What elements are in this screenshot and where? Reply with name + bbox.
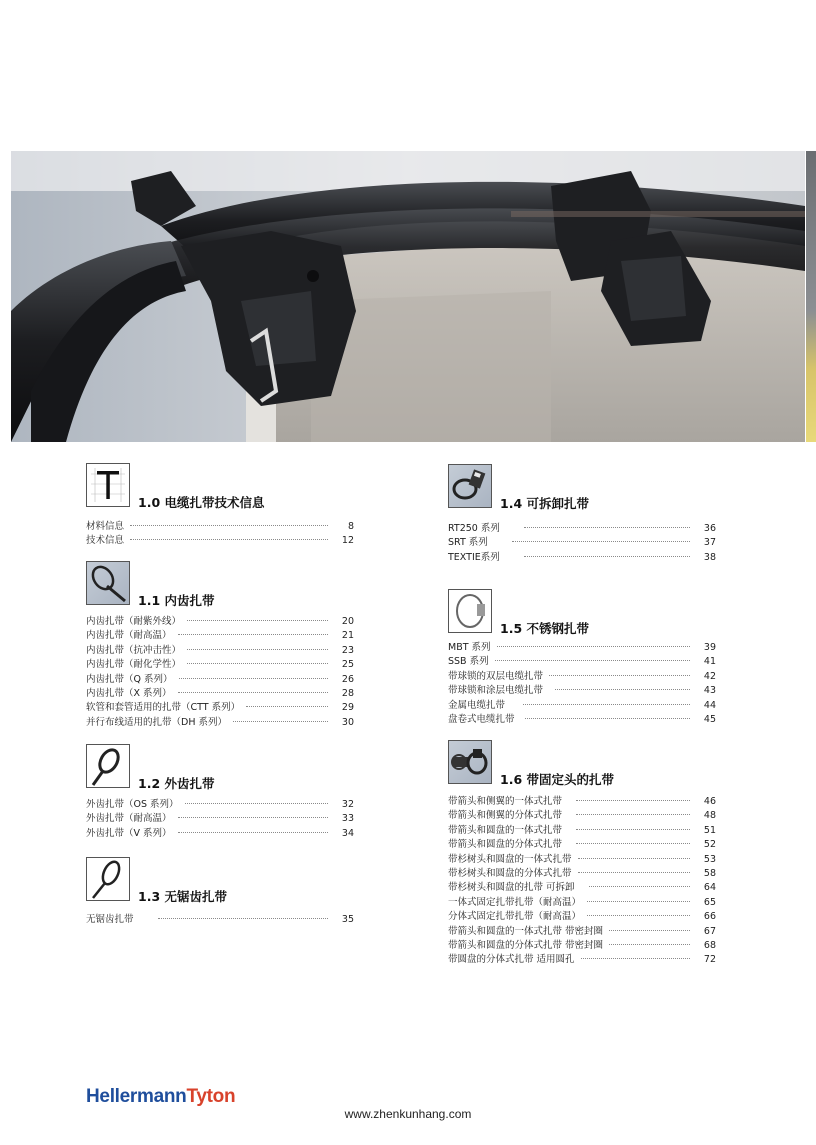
entry-label: 并行布线适用的扎带（DH 系列） [86,716,227,728]
section-title: 1.5 不锈钢扎带 [500,621,589,636]
section-title: 1.6 带固定头的扎带 [500,772,614,787]
releasable-tie-icon [448,464,492,508]
leader-dots [581,958,690,959]
entry-label: 带圆盘的分体式扎带 适用圆孔 [448,954,575,966]
entry-label: 带箭头和圆盘的分体式扎带 带密封圈 [448,939,604,951]
toc-entry[interactable] [448,809,716,823]
entry-label: 一体式固定扎带扎带（耐高温） [448,896,582,908]
toc-entry[interactable] [86,658,354,672]
entry-page: 30 [341,716,354,728]
leader-dots [185,803,328,804]
leader-dots [178,634,328,635]
entry-page: 38 [703,551,716,563]
toc-section-1-1 [86,561,354,730]
entry-page: 66 [703,911,716,923]
toc-entry[interactable] [448,522,716,536]
footer-url[interactable]: www.zhenkunhang.com [344,1107,472,1121]
leader-dots [178,692,328,693]
leader-dots [178,817,328,818]
section-title: 1.0 电缆扎带技术信息 [138,495,265,510]
leader-dots [578,858,690,859]
toc-list [86,798,354,841]
entry-label: 软管和套管适用的扎带（CTT 系列） [86,702,241,714]
toc-entry[interactable] [448,910,716,924]
outside-serrated-tie-icon [86,744,130,788]
entry-label: 内齿扎带（耐紫外线） [86,616,182,627]
entry-page: 39 [703,642,716,653]
entry-label: 带杉树头和圆盘的一体式扎带 [448,853,572,865]
toc-entry[interactable] [86,716,354,730]
brand-name-part2: Tyton [186,1086,236,1107]
section-title: 1.1 内齿扎带 [138,593,215,608]
leader-dots [130,539,328,540]
entry-label: 盘卷式电缆扎带 [448,713,515,725]
entry-page: 33 [341,813,354,825]
toc-entry[interactable] [448,684,716,698]
entry-label: 内齿扎带（耐高温） [86,630,172,642]
toc-entry[interactable] [448,853,716,867]
hero-photo [11,151,805,442]
fixing-head-tie-icon [448,740,492,784]
leader-dots [549,675,690,676]
toc-entry[interactable] [448,641,716,655]
toc-list [448,641,716,727]
leader-dots [233,721,328,722]
entry-page: 68 [703,939,716,951]
cable-tie-loop-icon [86,561,130,605]
toc-entry[interactable] [448,939,716,953]
toc-section-1-3 [86,857,354,927]
leader-dots [609,930,690,931]
toc-section-1-5 [448,589,716,727]
leader-dots [609,944,690,945]
leader-dots [587,915,690,916]
smooth-tie-loop-icon [86,857,130,901]
toc-entry[interactable] [448,867,716,881]
leader-dots [576,843,690,844]
entry-page: 21 [341,630,354,642]
entry-page: 67 [703,925,716,937]
toc-entry[interactable] [448,925,716,939]
leader-dots [495,660,690,661]
entry-label: 带球锁和涂层电缆扎带 [448,685,544,697]
toc-entry[interactable] [448,881,716,895]
leader-dots [576,814,690,815]
entry-label: RT250 系列 [448,523,500,534]
leader-dots [555,689,690,690]
toc-section-1-2 [86,744,354,841]
section-title: 1.3 无锯齿扎带 [138,889,227,904]
entry-label: MBT 系列 [448,642,491,653]
entry-label: 带箭头和圆盘的分体式扎带 [448,839,563,851]
toc-entry[interactable] [448,713,716,727]
entry-label: 带球锁的双层电缆扎带 [448,670,544,682]
letter-t-icon [86,463,130,507]
entry-label: 金属电缆扎带 [448,699,506,711]
entry-page: 12 [341,535,354,547]
toc-list [86,520,354,549]
leader-dots [524,556,690,557]
entry-label: SRT 系列 [448,537,488,549]
toc-entry[interactable] [86,534,354,548]
entry-page: 72 [703,954,716,966]
leader-dots [523,704,690,705]
entry-page: 43 [703,685,716,697]
entry-label: 内齿扎带（Q 系列） [86,673,173,685]
toc-section-1-0 [86,463,354,549]
entry-page: 51 [703,824,716,836]
leader-dots [578,872,690,873]
entry-page: 64 [703,882,716,894]
leader-dots [587,901,690,902]
brand-name-part1: Hellermann [86,1086,187,1107]
entry-page: 36 [703,523,716,534]
leader-dots [246,706,328,707]
toc-entry[interactable] [448,655,716,669]
leader-dots [187,620,328,621]
leader-dots [576,800,690,801]
toc-entry[interactable] [448,536,716,550]
entry-label: 带杉树头和圆盘的分体式扎带 [448,867,572,879]
toc-list [86,615,354,730]
entry-page: 26 [341,673,354,685]
toc-entry[interactable] [86,827,354,841]
entry-page: 23 [341,644,354,656]
toc-section-1-4 [448,464,716,565]
entry-label: TEXTIE系列 [448,551,500,563]
entry-label: 带箭头和侧翼的分体式扎带 [448,810,563,822]
entry-page: 20 [341,616,354,627]
toc-entry[interactable] [86,644,354,658]
entry-label: 带箭头和侧翼的一体式扎带 [448,796,563,807]
toc-section-1-6 [448,740,716,968]
entry-page: 45 [703,713,716,725]
entry-label: 带杉树头和圆盘的扎带 可拆卸 [448,882,575,894]
entry-page: 32 [341,799,354,810]
toc-entry[interactable] [86,629,354,643]
entry-page: 42 [703,670,716,682]
leader-dots [158,918,328,919]
section-title: 1.2 外齿扎带 [138,776,215,791]
toc-entry[interactable] [448,896,716,910]
toc-list [86,913,354,927]
entry-page: 46 [703,796,716,807]
toc-entry[interactable] [86,798,354,812]
toc-entry[interactable] [86,687,354,701]
leader-dots [512,541,690,542]
section-title: 1.4 可拆卸扎带 [500,496,589,511]
entry-label: 内齿扎带（X 系列） [86,687,172,699]
leader-dots [589,886,690,887]
entry-page: 29 [341,702,354,714]
entry-page: 53 [703,853,716,865]
entry-label: 内齿扎带（抗冲击性） [86,644,182,656]
toc-entry[interactable] [448,551,716,565]
entry-label: 技术信息 [86,535,125,547]
leader-dots [525,718,690,719]
entry-page: 65 [703,896,716,908]
toc-entry[interactable] [448,670,716,684]
leader-dots [524,527,690,528]
entry-label: 外齿扎带（V 系列） [86,827,172,839]
leader-dots [497,646,690,647]
entry-page: 34 [341,827,354,839]
leader-dots [576,829,690,830]
entry-page: 8 [347,521,354,532]
toc-list [448,795,716,968]
edge-strip [806,151,816,442]
entry-label: 外齿扎带（耐高温） [86,813,172,825]
entry-page: 35 [341,914,354,925]
leader-dots [187,663,328,664]
entry-page: 58 [703,867,716,879]
leader-dots [187,649,328,650]
toc-entry[interactable] [86,673,354,687]
entry-label: 带箭头和圆盘的一体式扎带 带密封圈 [448,925,604,937]
entry-page: 37 [703,537,716,549]
brand-logo [86,1086,235,1108]
cable-clip-photo [11,151,805,442]
entry-page: 44 [703,699,716,711]
leader-dots [179,678,329,679]
toc-entry[interactable] [448,953,716,967]
toc-list [448,522,716,565]
entry-label: 分体式固定扎带扎带（耐高温） [448,911,582,923]
toc-entry[interactable] [448,795,716,809]
entry-page: 52 [703,839,716,851]
toc-entry[interactable] [86,701,354,715]
toc-entry[interactable] [86,520,354,534]
entry-label: 无锯齿扎带 [86,914,134,925]
toc-entry[interactable] [86,615,354,629]
toc-entry[interactable] [448,699,716,713]
entry-label: 材料信息 [86,521,125,532]
stainless-steel-tie-icon [448,589,492,633]
entry-page: 41 [703,656,716,668]
entry-label: 内齿扎带（耐化学性） [86,659,182,671]
entry-page: 25 [341,659,354,671]
entry-label: 带箭头和圆盘的一体式扎带 [448,824,563,836]
leader-dots [130,525,328,526]
toc-entry[interactable] [86,812,354,826]
entry-label: SSB 系列 [448,656,489,668]
leader-dots [178,832,328,833]
entry-page: 48 [703,810,716,822]
toc-entry[interactable] [86,913,354,927]
entry-page: 28 [341,687,354,699]
toc-entry[interactable] [448,838,716,852]
toc-entry[interactable] [448,824,716,838]
entry-label: 外齿扎带（OS 系列） [86,799,179,810]
